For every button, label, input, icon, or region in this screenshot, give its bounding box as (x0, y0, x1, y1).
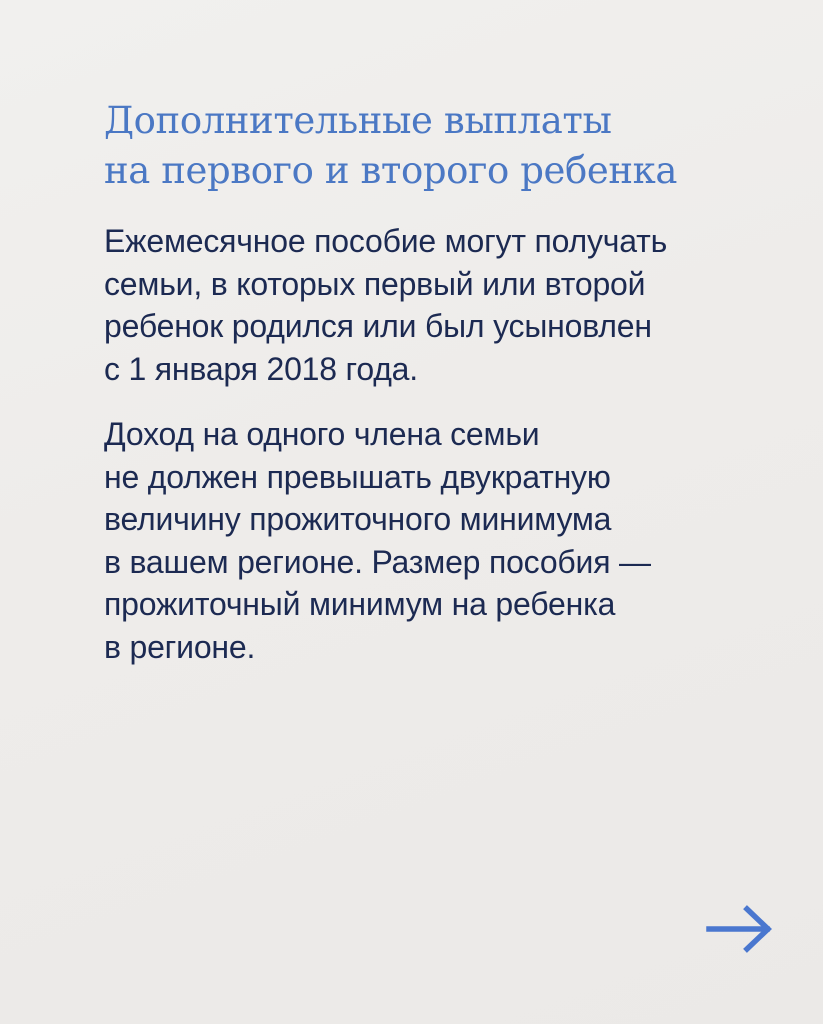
slide-title (104, 96, 794, 196)
title-line: Дополнительные выплаты (104, 99, 612, 142)
paragraph-line: ребенок родился или был усыновлен (104, 308, 652, 344)
arrow-right-icon (704, 904, 774, 954)
paragraph-line: семьи, в которых первый или второй (104, 265, 646, 302)
paragraph-line: не должен превышать двукратную (104, 458, 611, 495)
paragraph-line: с 1 января 2018 года. (104, 350, 418, 387)
paragraph-line: Доход на одного члена семьи (104, 416, 540, 452)
paragraph-line: в вашем регионе. Размер пособия — (104, 543, 651, 580)
paragraph-line: величину прожиточного минимума (104, 501, 612, 537)
title-line: на первого и второго ребенка (104, 149, 678, 192)
paragraph-line: в регионе. (104, 628, 256, 665)
income-paragraph (104, 413, 784, 668)
paragraph-line: прожиточный минимум на ребенка (104, 586, 616, 622)
next-slide-button[interactable] (704, 904, 774, 954)
eligibility-paragraph (104, 220, 784, 390)
paragraph-line: Ежемесячное пособие могут получать (104, 223, 668, 259)
